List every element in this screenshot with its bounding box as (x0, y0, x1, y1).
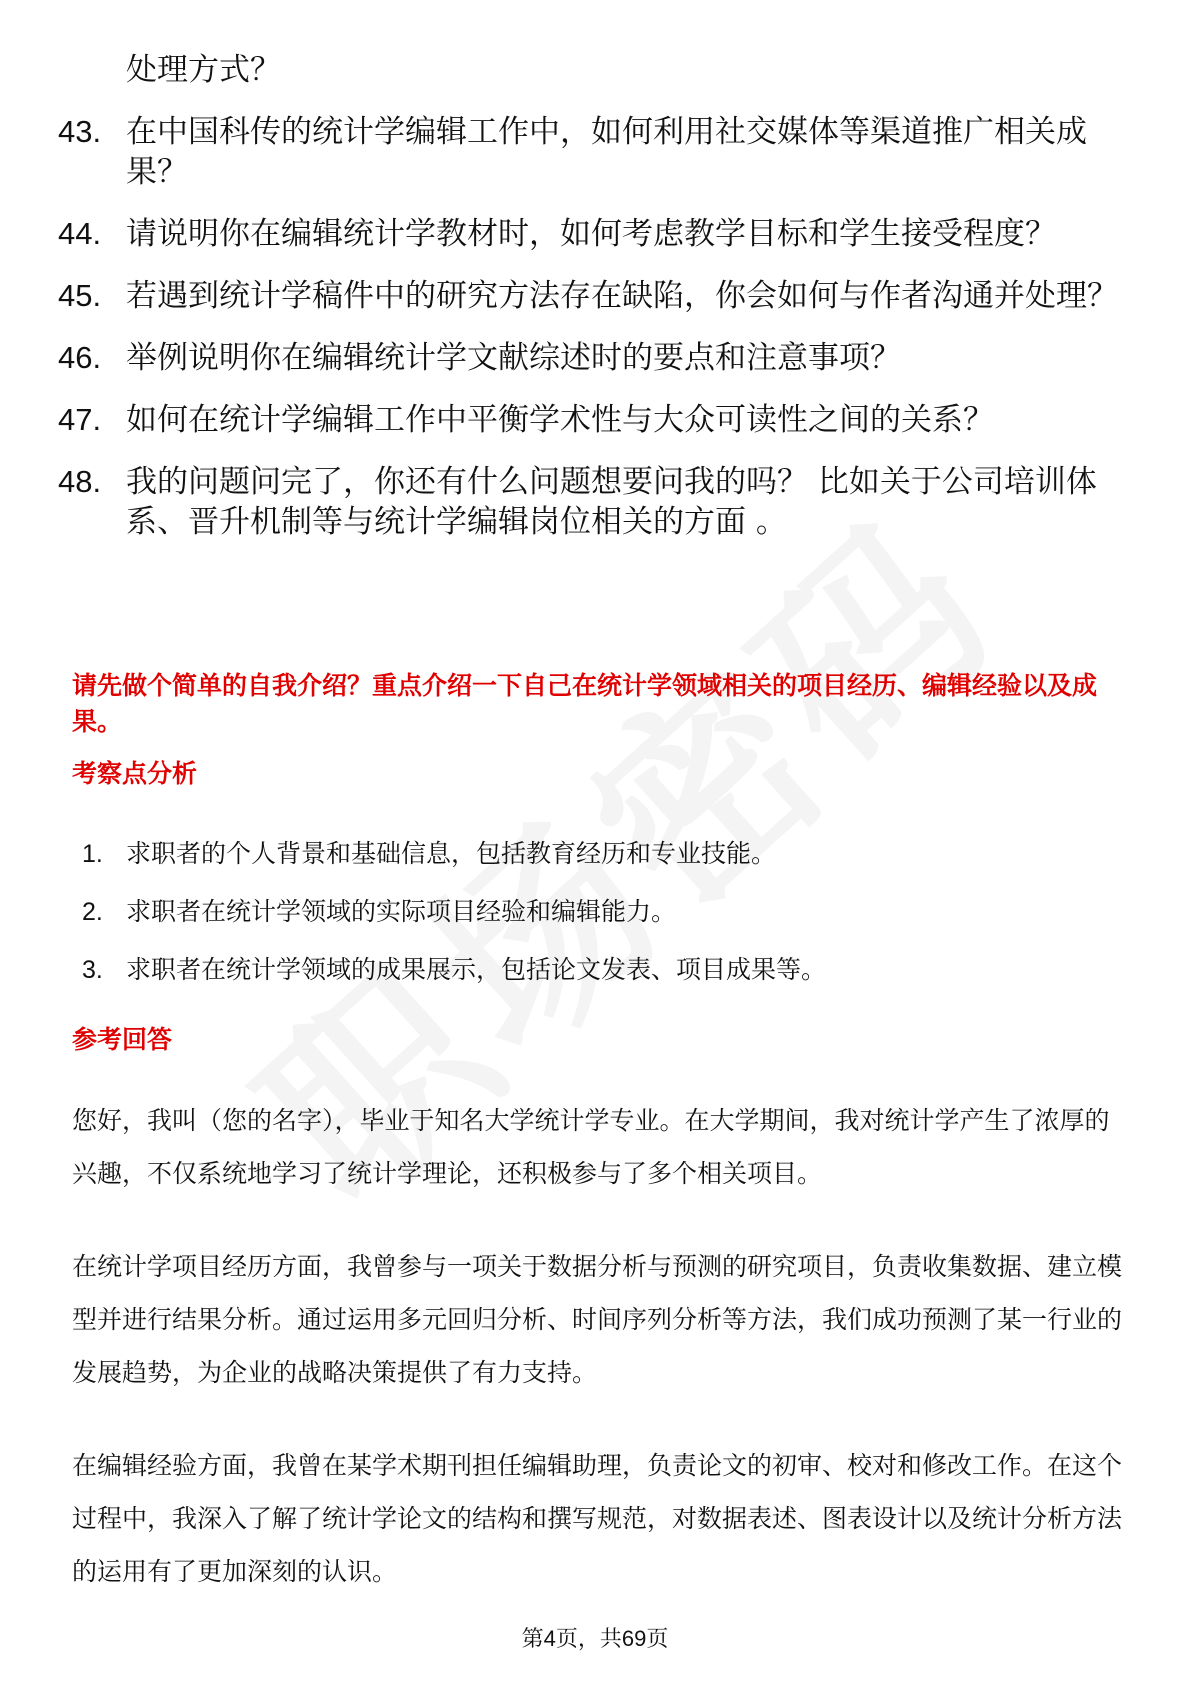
question-number: 46. (58, 340, 102, 375)
question-text: 在中国科传的统计学编辑工作中，如何利用社交媒体等渠道推广相关成果？ (126, 114, 1087, 190)
question-item (58, 400, 1118, 440)
section-title: 请先做个简单的自我介绍？重点介绍一下自己在统计学领域相关的项目经历、编辑经验以及成果。 (72, 671, 1098, 736)
question-list (58, 50, 1118, 564)
analysis-text: 求职者在统计学领域的成果展示，包括论文发表、项目成果等。 (126, 955, 827, 984)
question-item (58, 112, 1118, 192)
question-item (58, 462, 1118, 542)
analysis-list (82, 836, 1122, 1010)
question-item (58, 276, 1118, 316)
question-item (58, 214, 1118, 254)
page-footer: 第4页，共69页 (521, 1626, 669, 1651)
answer-heading: 参考回答 (72, 1025, 173, 1054)
question-text: 请说明你在编辑统计学教材时，如何考虑教学目标和学生接受程度？ (126, 216, 1056, 252)
question-item (58, 338, 1118, 378)
question-text: 若遇到统计学稿件中的研究方法存在缺陷，你会如何与作者沟通并处理？ (126, 278, 1118, 314)
analysis-item (82, 894, 1122, 930)
analysis-number: 3. (82, 956, 103, 984)
analysis-number: 2. (82, 898, 103, 926)
analysis-text: 求职者在统计学领域的实际项目经验和编辑能力。 (126, 897, 677, 926)
answer-paragraph: 在编辑经验方面，我曾在某学术期刊担任编辑助理，负责论文的初审、校对和修改工作。在这个过程中，我深入了解了统计学论文的结构和撰写规范，对数据表述、图表设计以及统计分析方法的运用有了更加深刻的认识。 (72, 1451, 1123, 1586)
question-number: 47. (58, 402, 102, 437)
analysis-number: 1. (82, 840, 103, 868)
question-text: 如何在统计学编辑工作中平衡学术性与大众可读性之间的关系？ (126, 402, 994, 438)
question-number: 48. (58, 464, 102, 499)
question-text: 举例说明你在编辑统计学文献综述时的要点和注意事项？ (126, 340, 901, 376)
analysis-item (82, 952, 1122, 988)
answer-body (72, 1094, 1124, 1638)
answer-paragraph: 在统计学项目经历方面，我曾参与一项关于数据分析与预测的研究项目，负责收集数据、建立模型并进行结果分析。通过运用多元回归分析、时间序列分析等方法，我们成功预测了某一行业的发展趋势，为企业的战略决策提供了有力支持。 (72, 1252, 1123, 1387)
question-number: 43. (58, 114, 102, 149)
answer-paragraph: 您好，我叫（您的名字），毕业于知名大学统计学专业。在大学期间，我对统计学产生了浓厚的兴趣，不仅系统地学习了统计学理论，还积极参与了多个相关项目。 (72, 1106, 1110, 1188)
question-continuation: 处理方式？ (126, 52, 281, 88)
question-text: 我的问题问完了，你还有什么问题想要问我的吗？ 比如关于公司培训体系、晋升机制等与统计学编辑岗位相关的方面 。 (126, 464, 1097, 540)
analysis-item (82, 836, 1122, 872)
analysis-text: 求职者的个人背景和基础信息，包括教育经历和专业技能。 (126, 839, 777, 868)
question-number: 45. (58, 278, 102, 313)
question-number: 44. (58, 216, 102, 251)
analysis-heading: 考察点分析 (72, 759, 198, 788)
